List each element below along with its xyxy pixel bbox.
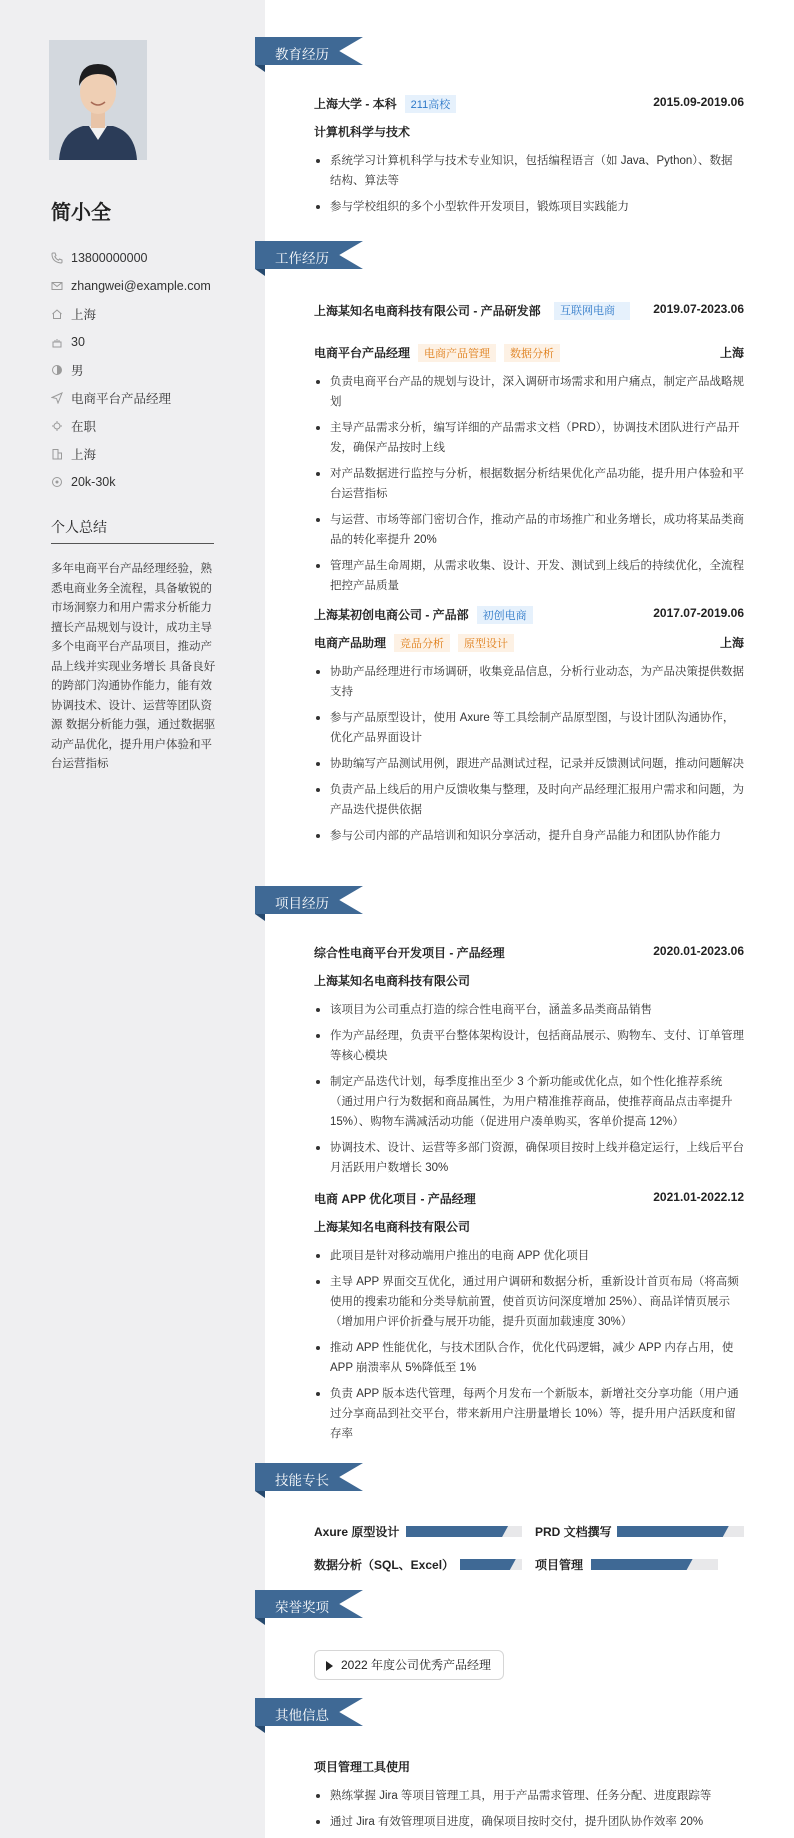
age-icon xyxy=(51,336,63,348)
list-item: 负责电商平台产品的规划与设计，深入调研市场需求和用户痛点，制定产品战略规划 xyxy=(314,372,744,412)
project-date: 2021.01-2022.12 xyxy=(653,1190,744,1204)
money-icon xyxy=(51,476,63,488)
project-bullets xyxy=(314,1246,744,1444)
list-item: 系统学习计算机科学与技术专业知识，包括编程语言（如 Java、Python）、数据结构、算法等 xyxy=(314,151,744,191)
info-phone xyxy=(51,244,231,272)
list-item: 负责产品上线后的用户反馈收集与整理，及时向产品经理汇报用户需求和问题，为产品迭代提供依据 xyxy=(314,780,744,820)
info-email xyxy=(51,272,231,300)
skill-label: Axure 原型设计 xyxy=(314,1525,400,1539)
info-gender-text: 男 xyxy=(71,364,84,378)
other-title: 项目管理工具使用 xyxy=(314,1760,411,1774)
work-date: 2019.07-2023.06 xyxy=(653,302,744,316)
list-item: 协助产品经理进行市场调研，收集竞品信息，分析行业动态，为产品决策提供数据支持 xyxy=(314,662,744,702)
education-school: 上海大学 - 本科 xyxy=(314,97,397,111)
info-position-text: 电商平台产品经理 xyxy=(71,392,172,406)
skill-bar-fill xyxy=(591,1559,693,1570)
work-entry-1 xyxy=(314,302,744,602)
info-work-city xyxy=(51,440,231,468)
info-gender xyxy=(51,356,231,384)
skill-label: 项目管理 xyxy=(535,1558,584,1572)
list-item: 该项目为公司重点打造的综合性电商平台，涵盖多品类商品销售 xyxy=(314,1000,744,1020)
project-name: 综合性电商平台开发项目 - 产品经理 xyxy=(314,946,505,960)
education-date: 2015.09-2019.06 xyxy=(653,95,744,109)
section-header-education xyxy=(255,37,363,65)
candidate-name: 简小全 xyxy=(51,202,111,224)
section-title-other: 其他信息 xyxy=(275,1708,329,1723)
work-role-row xyxy=(314,634,744,656)
skill-label: 数据分析（SQL、Excel） xyxy=(314,1558,455,1572)
work-entry-2 xyxy=(314,606,744,852)
skill-bar xyxy=(617,1526,744,1537)
education-bullets xyxy=(314,151,744,217)
avatar xyxy=(49,40,147,160)
contact-info-list xyxy=(51,244,231,496)
project-entry-2 xyxy=(314,1190,744,1450)
info-salary-text: 20k-30k xyxy=(71,475,116,489)
work-tag: 初创电商 xyxy=(477,606,533,624)
education-tag: 211高校 xyxy=(405,95,457,113)
work-role-tag: 原型设计 xyxy=(458,634,514,652)
project-header xyxy=(314,944,744,966)
project-name: 电商 APP 优化项目 - 产品经理 xyxy=(314,1192,476,1206)
skill-bar xyxy=(460,1559,522,1570)
work-city: 上海 xyxy=(719,346,744,360)
gender-icon xyxy=(51,364,63,376)
list-item: 管理产品生命周期，从需求收集、设计、开发、测试到上线后的持续优化，全流程把控产品质量 xyxy=(314,556,744,596)
skill-bar xyxy=(591,1559,718,1570)
summary-text: 多年电商平台产品经理经验，熟悉电商业务全流程，具备敏锐的市场洞察力和用户需求分析能力 擅长产品规划与设计，成功主导多个电商平台产品项目，推动产品上线并实现业务增长 具备良好的跨部门沟通协作能力，能有效协调技术、设计、运营等团队资源 数据分析能力强，通过数据驱动产品优化，提升用户体验和平台运营指标 xyxy=(51,563,216,770)
work-date: 2017.07-2019.06 xyxy=(653,606,744,620)
education-header xyxy=(314,95,744,117)
work-header xyxy=(314,302,744,340)
work-header xyxy=(314,606,744,628)
summary-title: 个人总结 xyxy=(51,519,107,535)
home-icon xyxy=(51,308,63,320)
info-position xyxy=(51,384,231,412)
work-city: 上海 xyxy=(719,636,744,650)
mail-icon xyxy=(51,280,63,292)
info-status xyxy=(51,412,231,440)
info-age xyxy=(51,328,231,356)
section-title-education: 教育经历 xyxy=(275,47,329,62)
section-title-project: 项目经历 xyxy=(275,896,329,911)
work-bullets xyxy=(314,662,744,846)
list-item: 与运营、市场等部门密切合作，推动产品的市场推广和业务增长，成功将某品类商品的转化率提升 20% xyxy=(314,510,744,550)
list-item: 制定产品迭代计划，每季度推出至少 3 个新功能或优化点，如个性化推荐系统（通过用户行为数据和商品属性，为用户精准推荐商品，使推荐商品点击率提升 15%）、购物车满减活动功能（促进用户凑单购买，客单价提高 12%） xyxy=(314,1072,744,1132)
section-header-project xyxy=(255,886,363,914)
info-age-text: 30 xyxy=(71,335,85,349)
skill-bar xyxy=(406,1526,522,1537)
phone-icon xyxy=(51,252,63,264)
project-bullets xyxy=(314,1000,744,1178)
caret-right-icon xyxy=(326,1661,333,1671)
section-header-other xyxy=(255,1698,363,1726)
list-item: 参与公司内部的产品培训和知识分享活动，提升自身产品能力和团队协作能力 xyxy=(314,826,744,846)
education-major: 计算机科学与技术 xyxy=(314,125,411,139)
info-status-text: 在职 xyxy=(71,420,97,434)
avatar-photo xyxy=(49,40,147,160)
info-salary xyxy=(51,468,231,496)
project-date: 2020.01-2023.06 xyxy=(653,944,744,958)
award-item[interactable] xyxy=(314,1650,504,1680)
project-entry-1 xyxy=(314,944,744,1184)
info-phone-text: 13800000000 xyxy=(71,251,148,265)
project-company: 上海某知名电商科技有限公司 xyxy=(314,1220,471,1234)
list-item: 参与产品原型设计，使用 Axure 等工具绘制产品原型图，与设计团队沟通协作，优化产品界面设计 xyxy=(314,708,744,748)
section-title-skills: 技能专长 xyxy=(275,1473,329,1488)
section-header-awards xyxy=(255,1590,363,1618)
work-tag: 互联网电商 xyxy=(554,302,630,320)
send-icon xyxy=(51,392,63,404)
work-role: 电商平台产品经理 xyxy=(314,346,411,360)
section-header-work xyxy=(255,241,363,269)
section-title-work: 工作经历 xyxy=(275,251,329,266)
list-item: 协助编写产品测试用例，跟进产品测试过程，记录并反馈测试问题，推动问题解决 xyxy=(314,754,744,774)
list-item: 熟练掌握 Jira 等项目管理工具，用于产品需求管理、任务分配、进度跟踪等 xyxy=(314,1786,744,1806)
project-company: 上海某知名电商科技有限公司 xyxy=(314,974,471,988)
sidebar xyxy=(0,0,265,1838)
list-item: 通过 Jira 有效管理项目进度，确保项目按时交付，提升团队协作效率 20% xyxy=(314,1812,744,1832)
work-bullets xyxy=(314,372,744,596)
skill-bar-fill xyxy=(460,1559,516,1570)
list-item: 参与学校组织的多个小型软件开发项目，锻炼项目实践能力 xyxy=(314,197,744,217)
education-entry xyxy=(314,95,744,223)
info-location xyxy=(51,300,231,328)
summary-divider xyxy=(51,543,214,544)
skill-bar-fill xyxy=(617,1526,729,1537)
work-role: 电商产品助理 xyxy=(314,636,387,650)
work-company: 上海某知名电商科技有限公司 - 产品研发部 xyxy=(314,304,541,318)
section-header-skills xyxy=(255,1463,363,1491)
section-title-awards: 荣誉奖项 xyxy=(275,1600,329,1615)
list-item: 主导 APP 界面交互优化，通过用户调研和数据分析，重新设计首页布局（将高频使用的搜索功能和分类导航前置，使首页访问深度增加 25%）、商品详情页展示（增加用户评价折叠与展开功能，提升页面加载速度 30%） xyxy=(314,1272,744,1332)
list-item: 主导产品需求分析，编写详细的产品需求文档（PRD），协调技术团队进行产品开发，确保产品按时上线 xyxy=(314,418,744,458)
work-role-row xyxy=(314,344,744,366)
work-company: 上海某初创电商公司 - 产品部 xyxy=(314,608,469,622)
list-item: 对产品数据进行监控与分析，根据数据分析结果优化产品功能，提升用户体验和平台运营指标 xyxy=(314,464,744,504)
list-item: 此项目是针对移动端用户推出的电商 APP 优化项目 xyxy=(314,1246,744,1266)
project-header xyxy=(314,1190,744,1212)
info-email-text: zhangwei@example.com xyxy=(71,279,211,293)
other-bullets xyxy=(314,1786,744,1832)
info-location-text: 上海 xyxy=(71,308,97,322)
work-role-tag: 竞品分析 xyxy=(394,634,450,652)
building-icon xyxy=(51,448,63,460)
award-text: 2022 年度公司优秀产品经理 xyxy=(341,1658,492,1672)
work-role-tag: 电商产品管理 xyxy=(418,344,496,362)
list-item: 协调技术、设计、运营等多部门资源，确保项目按时上线并稳定运行，上线后平台月活跃用户数增长 30% xyxy=(314,1138,744,1178)
list-item: 作为产品经理，负责平台整体架构设计，包括商品展示、购物车、支付、订单管理等核心模块 xyxy=(314,1026,744,1066)
other-entry xyxy=(314,1758,744,1838)
skill-label: PRD 文档撰写 xyxy=(535,1525,612,1539)
status-icon xyxy=(51,420,63,432)
work-role-tag: 数据分析 xyxy=(504,344,560,362)
list-item: 负责 APP 版本迭代管理，每两个月发布一个新版本，新增社交分享功能（用户通过分享商品到社交平台，带来新用户注册量增长 10%）等，提升用户活跃度和留存率 xyxy=(314,1384,744,1444)
skill-bar-fill xyxy=(406,1526,508,1537)
info-work-city-text: 上海 xyxy=(71,448,97,462)
list-item: 推动 APP 性能优化，与技术团队合作，优化代码逻辑，减少 APP 内存占用，使 APP 崩溃率从 5%降低至 1% xyxy=(314,1338,744,1378)
